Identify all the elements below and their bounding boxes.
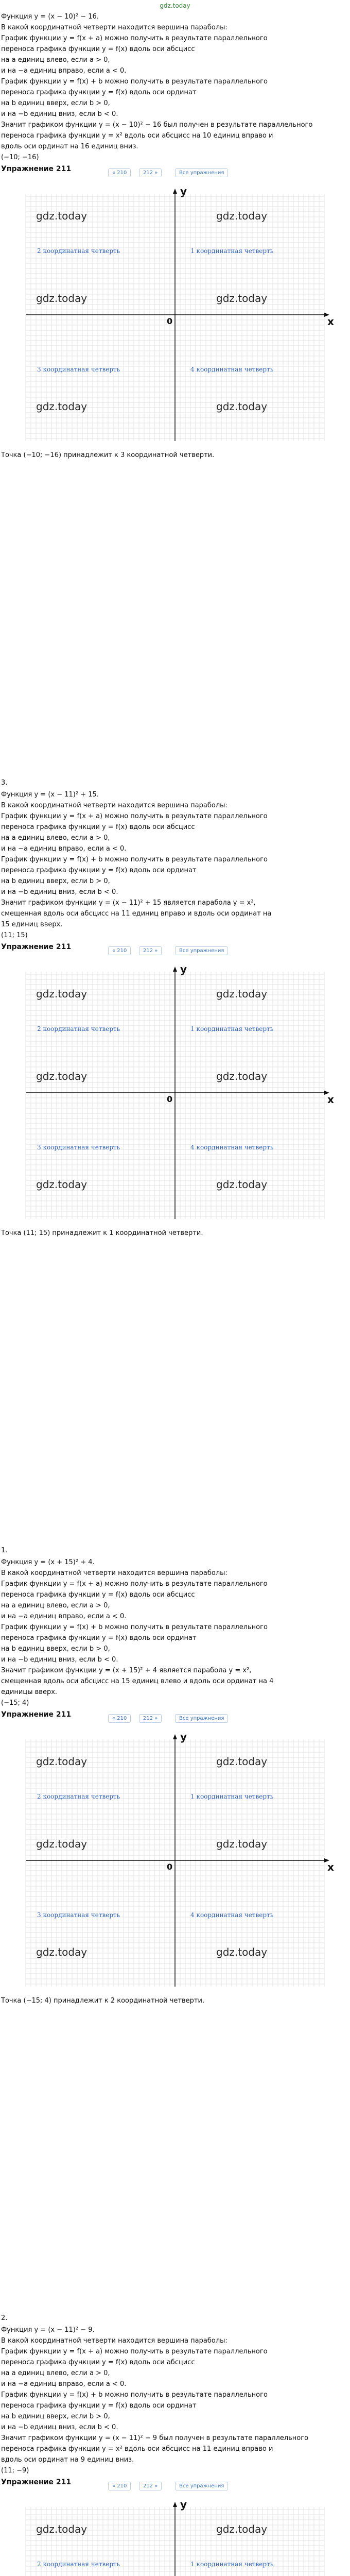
watermark-top: gdz.today <box>160 2 190 9</box>
solution-line: и на −a единиц вправо, если a < 0. <box>1 67 127 75</box>
solution-line: График функции y = f(x + a) можно получить в результате параллельного <box>1 812 268 820</box>
solution-line: График функции y = f(x + a) можно получить в результате параллельного <box>1 35 268 42</box>
solution-line: на a единиц влево, если a > 0, <box>1 56 110 64</box>
solution-line: переноса графика функции y = x² вдоль оси абсцисс на 10 единиц вправо и <box>1 132 273 140</box>
section-number: 1. <box>1 1547 8 1554</box>
solution-line: (−10; −16) <box>1 154 39 161</box>
exercise-nav <box>108 167 237 178</box>
solution-text <box>1 789 347 941</box>
solution-line: на a единиц влево, если a > 0, <box>1 2369 110 2377</box>
solution-line: (11; 15) <box>1 931 28 939</box>
exercise-title: Упражнение 211 <box>1 1710 72 1719</box>
solution-line: График функции y = f(x + a) можно получить в результате параллельного <box>1 2348 268 2355</box>
solution-line: переноса графика функции y = x² вдоль оси абсцисс на 11 единиц вправо и <box>1 2445 273 2453</box>
solution-line: В какой координатной четверти находится вершина параболы: <box>1 24 227 31</box>
solution-line: смещенная вдоль оси абсцисс на 15 единиц влево и вдоль оси ординат на 4 <box>1 1677 274 1685</box>
quadrant-4-label: 4 координатная четверть <box>190 1144 274 1151</box>
answer-caption: Точка (−15; 4) принадлежит к 2 координатной четверти. <box>1 1997 205 2005</box>
solution-line: и на −b единиц вниз, если b < 0. <box>1 888 118 896</box>
exercise-nav <box>108 945 237 956</box>
solution-line: Значит графиком функции y = (x − 10)² − 16 был получен в результате параллельного <box>1 121 313 129</box>
coordinate-plane <box>0 1729 350 1992</box>
exercise-nav <box>108 1713 237 1724</box>
solution-line: переноса графика функции y = f(x) вдоль оси ординат <box>1 89 197 96</box>
solution-line: Функция y = (x + 15)² + 4. <box>1 1558 95 1566</box>
y-axis-arrow-icon <box>173 1734 177 1739</box>
y-axis-arrow-icon <box>173 2502 177 2507</box>
exercise-title: Упражнение 211 <box>1 165 72 173</box>
watermark: gdz.today <box>216 400 268 413</box>
solution-line: Функция y = (x − 11)² + 15. <box>1 791 99 799</box>
watermark: gdz.today <box>36 210 87 222</box>
solution-line: на b единиц вверх, если b > 0, <box>1 2413 110 2420</box>
prev-exercise-button[interactable]: « 210 <box>108 168 131 177</box>
watermark: gdz.today <box>216 1178 268 1191</box>
solution-text <box>1 2325 347 2476</box>
y-axis-arrow-icon <box>173 189 177 194</box>
solution-line: на b единиц вверх, если b > 0, <box>1 877 110 885</box>
solution-line: переноса графика функции y = f(x) вдоль оси абсцисс <box>1 1591 195 1599</box>
prev-exercise-button[interactable]: « 210 <box>108 1714 131 1723</box>
solution-line: Значит графиком функции y = (x − 11)² + 15 является парабола y = x², <box>1 899 256 907</box>
solution-line: переноса графика функции y = f(x) вдоль оси ординат <box>1 2402 197 2410</box>
quadrant-4-label: 4 координатная четверть <box>190 366 274 373</box>
solution-line: Значит графиком функции y = (x + 15)² + 4 является парабола y = x², <box>1 1667 252 1674</box>
solution-line: В какой координатной четверти находится вершина параболы: <box>1 802 227 809</box>
watermark: gdz.today <box>216 2523 268 2535</box>
quadrant-2-label: 2 координатная четверть <box>37 2561 120 2568</box>
all-exercises-link[interactable]: Все упражнения <box>175 168 228 177</box>
next-exercise-button[interactable]: 212 » <box>139 2482 162 2490</box>
solution-line: Функция y = (x − 10)² − 16. <box>1 13 99 21</box>
solution-line: и на −a единиц вправо, если a < 0. <box>1 845 127 853</box>
coordinate-plane <box>0 183 350 446</box>
section-number: 3. <box>1 779 8 787</box>
watermark: gdz.today <box>36 1755 87 1768</box>
solution-line: и на −b единиц вниз, если b < 0. <box>1 110 118 118</box>
watermark: gdz.today <box>216 210 268 222</box>
solution-line: вдоль оси ординат на 16 единиц вниз. <box>1 143 138 150</box>
solution-line: (−15; 4) <box>1 1699 29 1707</box>
watermark: gdz.today <box>216 1755 268 1768</box>
quadrant-1-label: 1 координатная четверть <box>190 1793 274 1800</box>
next-exercise-button[interactable]: 212 » <box>139 168 162 177</box>
solution-text <box>1 11 347 163</box>
x-axis-label: x <box>327 1093 334 1106</box>
quadrant-1-label: 1 координатная четверть <box>190 1025 274 1032</box>
solution-line: на b единиц вверх, если b > 0, <box>1 99 110 107</box>
solution-line: График функции y = f(x) + b можно получить в результате параллельного <box>1 78 268 86</box>
watermark: gdz.today <box>216 1838 268 1850</box>
all-exercises-link[interactable]: Все упражнения <box>175 946 228 955</box>
watermark: gdz.today <box>36 2523 87 2535</box>
origin-label: 0 <box>167 1862 173 1872</box>
quadrant-1-label: 1 координатная четверть <box>190 2561 274 2568</box>
solution-line: переноса графика функции y = f(x) вдоль оси ординат <box>1 867 197 874</box>
next-exercise-button[interactable]: 212 » <box>139 946 162 955</box>
solution-line: переноса графика функции y = f(x) вдоль оси абсцисс <box>1 45 195 53</box>
solution-line: График функции y = f(x) + b можно получить в результате параллельного <box>1 2391 268 2399</box>
y-axis-label: y <box>180 185 187 197</box>
watermark: gdz.today <box>36 292 87 304</box>
solution-line: переноса графика функции y = f(x) вдоль оси абсцисс <box>1 2359 195 2366</box>
solution-line: переноса графика функции y = f(x) вдоль оси абсцисс <box>1 823 195 831</box>
watermark: gdz.today <box>36 400 87 413</box>
watermark: gdz.today <box>216 988 268 1000</box>
exercise-title: Упражнение 211 <box>1 2478 72 2486</box>
solution-line: смещенная вдоль оси абсцисс на 11 единиц вправо и вдоль оси ординат на <box>1 910 272 918</box>
answer-caption: Точка (11; 15) принадлежит к 1 координатной четверти. <box>1 1229 203 1237</box>
solution-line: и на −a единиц вправо, если a < 0. <box>1 2380 127 2388</box>
exercise-nav <box>108 2480 237 2492</box>
prev-exercise-button[interactable]: « 210 <box>108 946 131 955</box>
solution-line: В какой координатной четверти находится вершина параболы: <box>1 2337 227 2345</box>
solution-line: и на −b единиц вниз, если b < 0. <box>1 2424 118 2431</box>
solution-line: на a единиц влево, если a > 0, <box>1 1602 110 1609</box>
solution-line: единицы вверх. <box>1 1688 58 1696</box>
all-exercises-link[interactable]: Все упражнения <box>175 2482 228 2490</box>
y-axis-label: y <box>180 1731 187 1743</box>
quadrant-2-label: 2 координатная четверть <box>37 1793 120 1800</box>
solution-line: переноса графика функции y = f(x) вдоль оси ординат <box>1 1634 197 1642</box>
watermark: gdz.today <box>36 1178 87 1191</box>
exercise-title: Упражнение 211 <box>1 943 72 951</box>
solution-line: и на −a единиц вправо, если a < 0. <box>1 1613 127 1620</box>
y-axis-arrow-icon <box>173 967 177 972</box>
solution-line: вдоль оси ординат на 9 единиц вниз. <box>1 2456 134 2464</box>
solution-text <box>1 1557 347 1708</box>
x-axis-label: x <box>327 1861 334 1873</box>
solution-line: График функции y = f(x + a) можно получить в результате параллельного <box>1 1580 268 1588</box>
watermark: gdz.today <box>36 1070 87 1082</box>
y-axis-label: y <box>180 963 187 975</box>
x-axis-label: x <box>327 315 334 328</box>
coordinate-plane <box>0 961 350 1224</box>
solution-line: на b единиц вверх, если b > 0, <box>1 1645 110 1653</box>
origin-label: 0 <box>167 316 173 326</box>
watermark: gdz.today <box>36 1946 87 1958</box>
next-exercise-button[interactable]: 212 » <box>139 1714 162 1723</box>
quadrant-3-label: 3 координатная четверть <box>37 366 120 373</box>
quadrant-2-label: 2 координатная четверть <box>37 247 120 255</box>
solution-line: на a единиц влево, если a > 0, <box>1 834 110 842</box>
coordinate-plane <box>0 2497 350 2576</box>
solution-line: (11; −9) <box>1 2467 29 2475</box>
y-axis-label: y <box>180 2498 187 2511</box>
solution-line: 15 единиц вверх. <box>1 921 63 928</box>
origin-label: 0 <box>167 1094 173 1104</box>
solution-line: и на −b единиц вниз, если b < 0. <box>1 1656 118 1664</box>
section-number: 2. <box>1 2314 8 2322</box>
watermark: gdz.today <box>216 292 268 304</box>
all-exercises-link[interactable]: Все упражнения <box>175 1714 228 1723</box>
quadrant-1-label: 1 координатная четверть <box>190 247 274 255</box>
solution-line: В какой координатной четверти находится вершина параболы: <box>1 1569 227 1577</box>
answer-caption: Точка (−10; −16) принадлежит к 3 координатной четверти. <box>1 451 215 459</box>
solution-line: Значит графиком функции y = (x − 11)² − 9 был получен в результате параллельного <box>1 2434 309 2442</box>
quadrant-2-label: 2 координатная четверть <box>37 1025 120 1032</box>
quadrant-4-label: 4 координатная четверть <box>190 1911 274 1919</box>
watermark: gdz.today <box>216 1946 268 1958</box>
solution-line: Функция y = (x − 11)² − 9. <box>1 2326 95 2334</box>
quadrant-3-label: 3 координатная четверть <box>37 1144 120 1151</box>
watermark: gdz.today <box>36 1838 87 1850</box>
watermark: gdz.today <box>216 1070 268 1082</box>
watermark: gdz.today <box>36 988 87 1000</box>
solution-line: График функции y = f(x) + b можно получить в результате параллельного <box>1 856 268 863</box>
solution-line: График функции y = f(x) + b можно получить в результате параллельного <box>1 1623 268 1631</box>
quadrant-3-label: 3 координатная четверть <box>37 1911 120 1919</box>
prev-exercise-button[interactable]: « 210 <box>108 2482 131 2490</box>
